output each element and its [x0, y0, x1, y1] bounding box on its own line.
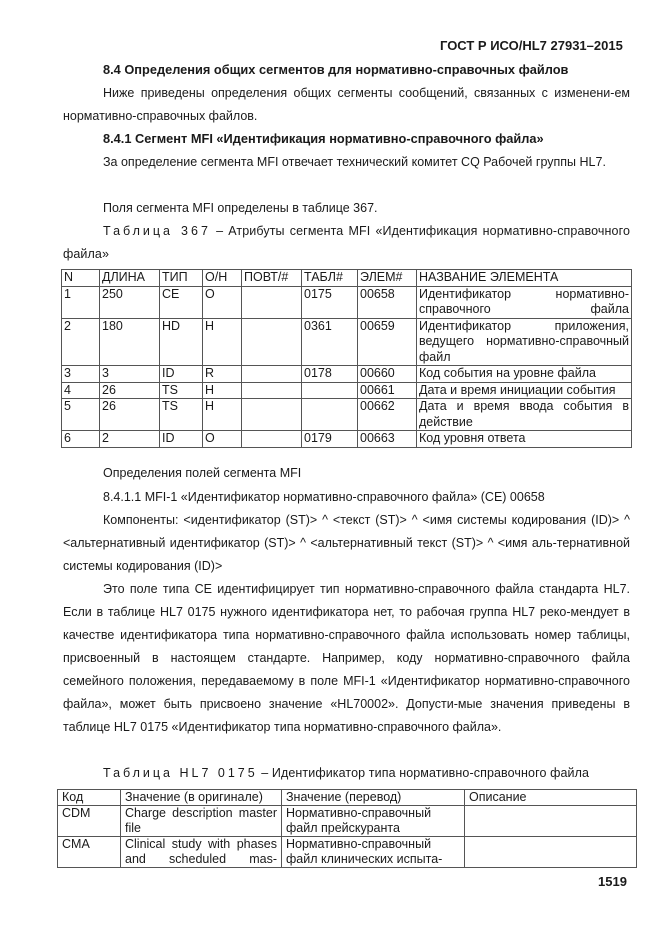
table-cell: 4: [62, 382, 100, 399]
table-367-header: НАЗВАНИЕ ЭЛЕМЕНТА: [417, 270, 632, 287]
table-0175-header: Значение (перевод): [282, 790, 465, 806]
table-row: [62, 431, 632, 448]
table-cell: Нормативно-справочный файл прейскуранта: [282, 806, 465, 837]
section-8-4-1-title: 8.4.1 Сегмент MFI «Идентификация нормативно-справочного файла»: [103, 131, 544, 146]
table-367-header-row: [62, 270, 632, 287]
table-cell: 00661: [358, 382, 417, 399]
table-367-caption-text: – Атрибуты сегмента MFI «Идентификация нормативно-справочного файла»: [63, 224, 630, 261]
table-cell: 0175: [302, 286, 358, 318]
table-cell: ID: [160, 431, 203, 448]
table-row: [62, 286, 632, 318]
table-cell: 2: [100, 431, 160, 448]
section-8-4-title: 8.4 Определения общих сегментов для нормативно-справочных файлов: [103, 62, 569, 77]
fields-intro-paragraph: Поля сегмента MFI определены в таблице 367.: [103, 201, 378, 215]
table-367-header: ЭЛЕМ#: [358, 270, 417, 287]
table-cell: O: [203, 431, 242, 448]
table-0175-header-row: [58, 790, 637, 806]
table-cell: 3: [100, 366, 160, 383]
table-cell: Код события на уровне файла: [417, 366, 632, 383]
table-cell: [302, 382, 358, 399]
table-cell: 6: [62, 431, 100, 448]
table-0175-header: Значение (в оригинале): [121, 790, 282, 806]
table-0175-caption: [63, 762, 630, 785]
table-cell: CDM: [58, 806, 121, 837]
table-cell: Clinical study with phases and scheduled mas-: [121, 837, 282, 868]
table-367: [61, 269, 632, 448]
table-cell: 26: [100, 382, 160, 399]
table-cell: [465, 806, 637, 837]
table-row: [58, 806, 637, 837]
table-row: [62, 399, 632, 431]
table-cell: [242, 431, 302, 448]
table-cell: Идентификатор нормативно-справочного файла: [417, 286, 632, 318]
table-cell: ID: [160, 366, 203, 383]
table-cell: 250: [100, 286, 160, 318]
table-cell: 2: [62, 318, 100, 366]
table-cell: 0178: [302, 366, 358, 383]
table-cell: 180: [100, 318, 160, 366]
table-cell: 0361: [302, 318, 358, 366]
table-cell: Charge description master file: [121, 806, 282, 837]
table-367-header: ТАБЛ#: [302, 270, 358, 287]
table-cell: CMA: [58, 837, 121, 868]
intro-paragraph: Ниже приведены определения общих сегменты сообщений, связанных с изменени-ем нормативно-справочных файлов.: [63, 86, 630, 123]
table-cell: 3: [62, 366, 100, 383]
table-cell: 1: [62, 286, 100, 318]
table-cell: R: [203, 366, 242, 383]
table-367-header: О/Н: [203, 270, 242, 287]
table-row: [62, 366, 632, 383]
table-cell: TS: [160, 382, 203, 399]
responsibility-paragraph: За определение сегмента MFI отвечает технический комитет CQ Рабочей группы HL7.: [103, 155, 606, 169]
table-367-header: ТИП: [160, 270, 203, 287]
table-cell: TS: [160, 399, 203, 431]
table-367-caption-lead: Таблица 367: [103, 224, 211, 238]
standard-header: ГОСТ Р ИСО/HL7 27931–2015: [440, 38, 623, 53]
table-cell: 5: [62, 399, 100, 431]
table-cell: 00658: [358, 286, 417, 318]
table-367-caption: [63, 220, 630, 266]
page-number: 1519: [598, 874, 627, 889]
table-cell: [242, 366, 302, 383]
mfi-1-description: Это поле типа CE идентифицирует тип нормативно-справочного файла стандарта HL7. Если в таблице HL7 0175 нужного идентификатора нет, то рабочая группа HL7 реко-мендует в качестве идентификатора типа нормативно-справочного файла использовать номер таблицы, присвоенный в настоящем стандарте. Например, коду нормативно-справочного файла семейного положения, передаваемому в поле MFI-1 «Идентификатор нормативно-справочного файла», может быть присвоено значение «HL70002». Допусти-мые значения приведены в таблице HL7 0175 «Идентификатор типа нормативно-справочного файла».: [63, 582, 630, 734]
table-0175-caption-text: – Идентификатор типа нормативно-справочного файла: [257, 766, 590, 780]
table-0175-caption-lead: Таблица HL7 0175: [103, 766, 258, 780]
table-cell: H: [203, 318, 242, 366]
table-cell: Нормативно-справочный файл клинических испыта-: [282, 837, 465, 868]
table-cell: [465, 837, 637, 868]
mfi-1-components: Компоненты: <идентификатор (ST)> ^ <текст (ST)> ^ <имя системы кодирования (ID)> ^ <альтернативный идентификатор (ST)> ^ <альтернативный текст (ST)> ^ <имя аль-тернативной системы кодирования (ID)>: [63, 513, 630, 573]
table-cell: [242, 382, 302, 399]
table-row: [58, 837, 637, 868]
table-cell: H: [203, 399, 242, 431]
table-0175-header: Описание: [465, 790, 637, 806]
table-cell: Дата и время инициации события: [417, 382, 632, 399]
table-row: [62, 382, 632, 399]
table-cell: [242, 399, 302, 431]
table-cell: Идентификатор приложения, ведущего нормативно-справочный файл: [417, 318, 632, 366]
table-cell: 00659: [358, 318, 417, 366]
table-367-header: ДЛИНА: [100, 270, 160, 287]
table-cell: CE: [160, 286, 203, 318]
table-cell: 00660: [358, 366, 417, 383]
table-cell: [242, 286, 302, 318]
table-cell: Дата и время ввода события в действие: [417, 399, 632, 431]
table-hl7-0175: [57, 789, 637, 868]
table-cell: 00662: [358, 399, 417, 431]
table-cell: H: [203, 382, 242, 399]
table-cell: O: [203, 286, 242, 318]
table-cell: 00663: [358, 431, 417, 448]
table-cell: HD: [160, 318, 203, 366]
table-row: [62, 318, 632, 366]
table-cell: 26: [100, 399, 160, 431]
table-0175-header: Код: [58, 790, 121, 806]
table-cell: [302, 399, 358, 431]
field-defs-title: Определения полей сегмента MFI: [103, 466, 302, 480]
table-cell: [242, 318, 302, 366]
table-367-header: ПОВТ/#: [242, 270, 302, 287]
table-cell: Код уровня ответа: [417, 431, 632, 448]
table-367-header: N: [62, 270, 100, 287]
table-cell: 0179: [302, 431, 358, 448]
mfi-1-heading: 8.4.1.1 MFI-1 «Идентификатор нормативно-справочного файла» (CE) 00658: [103, 490, 545, 504]
